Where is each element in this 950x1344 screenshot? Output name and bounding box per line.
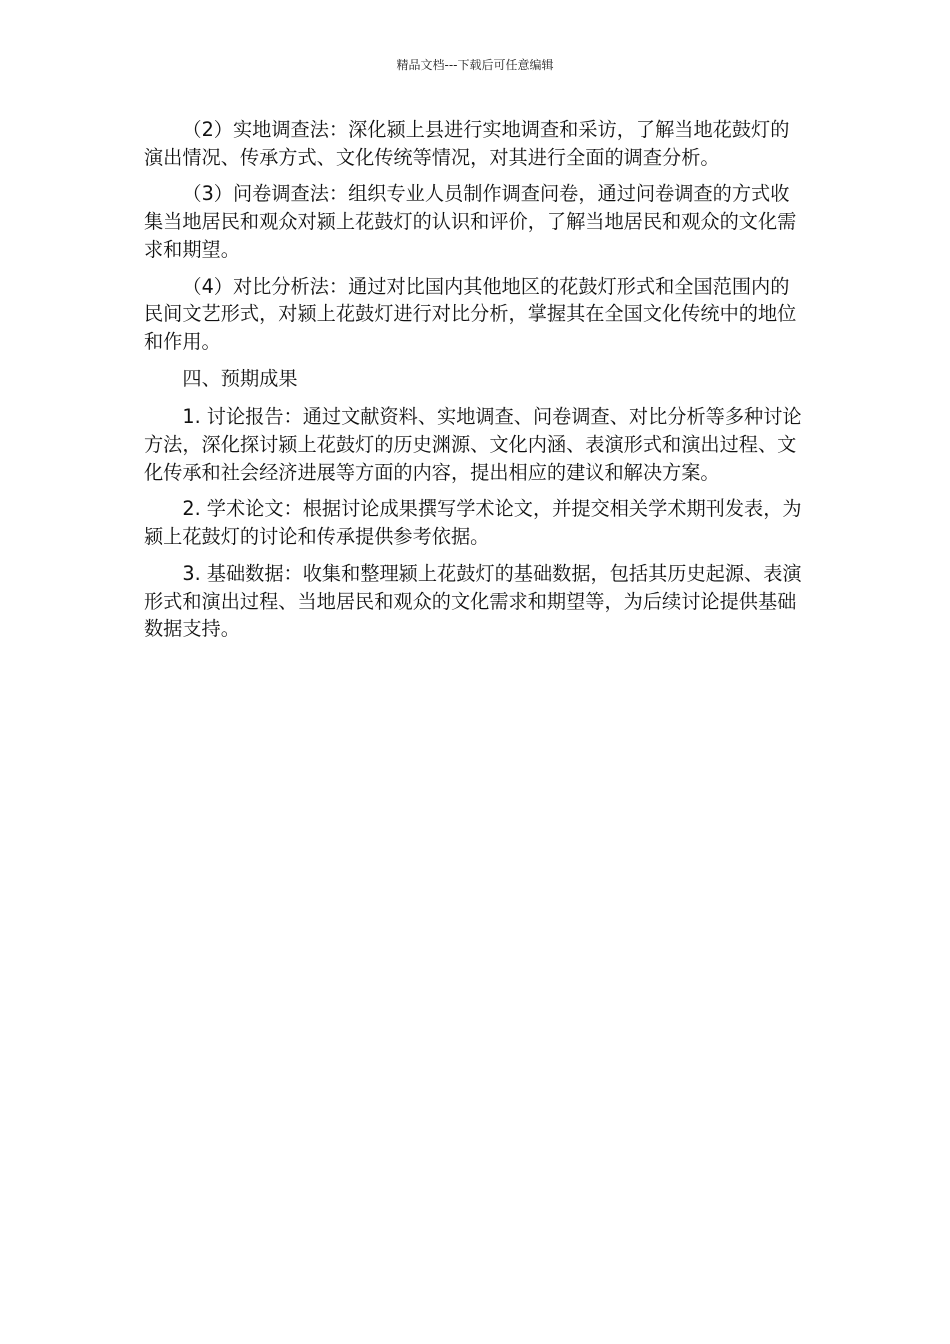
paragraph-basic-data: 3. 基础数据：收集和整理颍上花鼓灯的基础数据，包括其历史起源、表演形式和演出过程、当地居民和观众的文化需求和期望等，为后续讨论提供基础数据支持。 [144,561,802,641]
paragraph-academic-paper: 2. 学术论文：根据讨论成果撰写学术论文，并提交相关学术期刊发表，为颍上花鼓灯的讨论和传承提供参考依据。 [144,497,802,549]
paragraph-comparative-analysis-method: （4）对比分析法：通过对比国内其他地区的花鼓灯形式和全国范围内的民间文艺形式，对颍上花鼓灯进行对比分析，掌握其在全国文化传统中的地位和作用。 [144,274,797,353]
paragraph-research-report: 1. 讨论报告：通过文献资料、实地调查、问卷调查、对比分析等多种讨论方法，深化探讨颍上花鼓灯的历史渊源、文化内涵、表演形式和演出过程、文化传承和社会经济进展等方面的内容，提出相应的建议和解决方案。 [144,405,802,484]
page-header: 精品文档---下载后可任意编辑 [396,58,554,72]
paragraph-questionnaire-method: （3）问卷调查法：组织专业人员制作调查问卷，通过问卷调查的方式收集当地居民和观众对颍上花鼓灯的认识和评价，了解当地居民和观众的文化需求和期望。 [144,182,797,261]
section-heading-expected-results: 四、预期成果 [182,366,298,390]
document-body [144,116,806,652]
paragraph-field-survey-method: （2）实地调查法：深化颍上县进行实地调查和采访，了解当地花鼓灯的演出情况、传承方式、文化传统等情况，对其进行全面的调查分析。 [144,118,790,169]
